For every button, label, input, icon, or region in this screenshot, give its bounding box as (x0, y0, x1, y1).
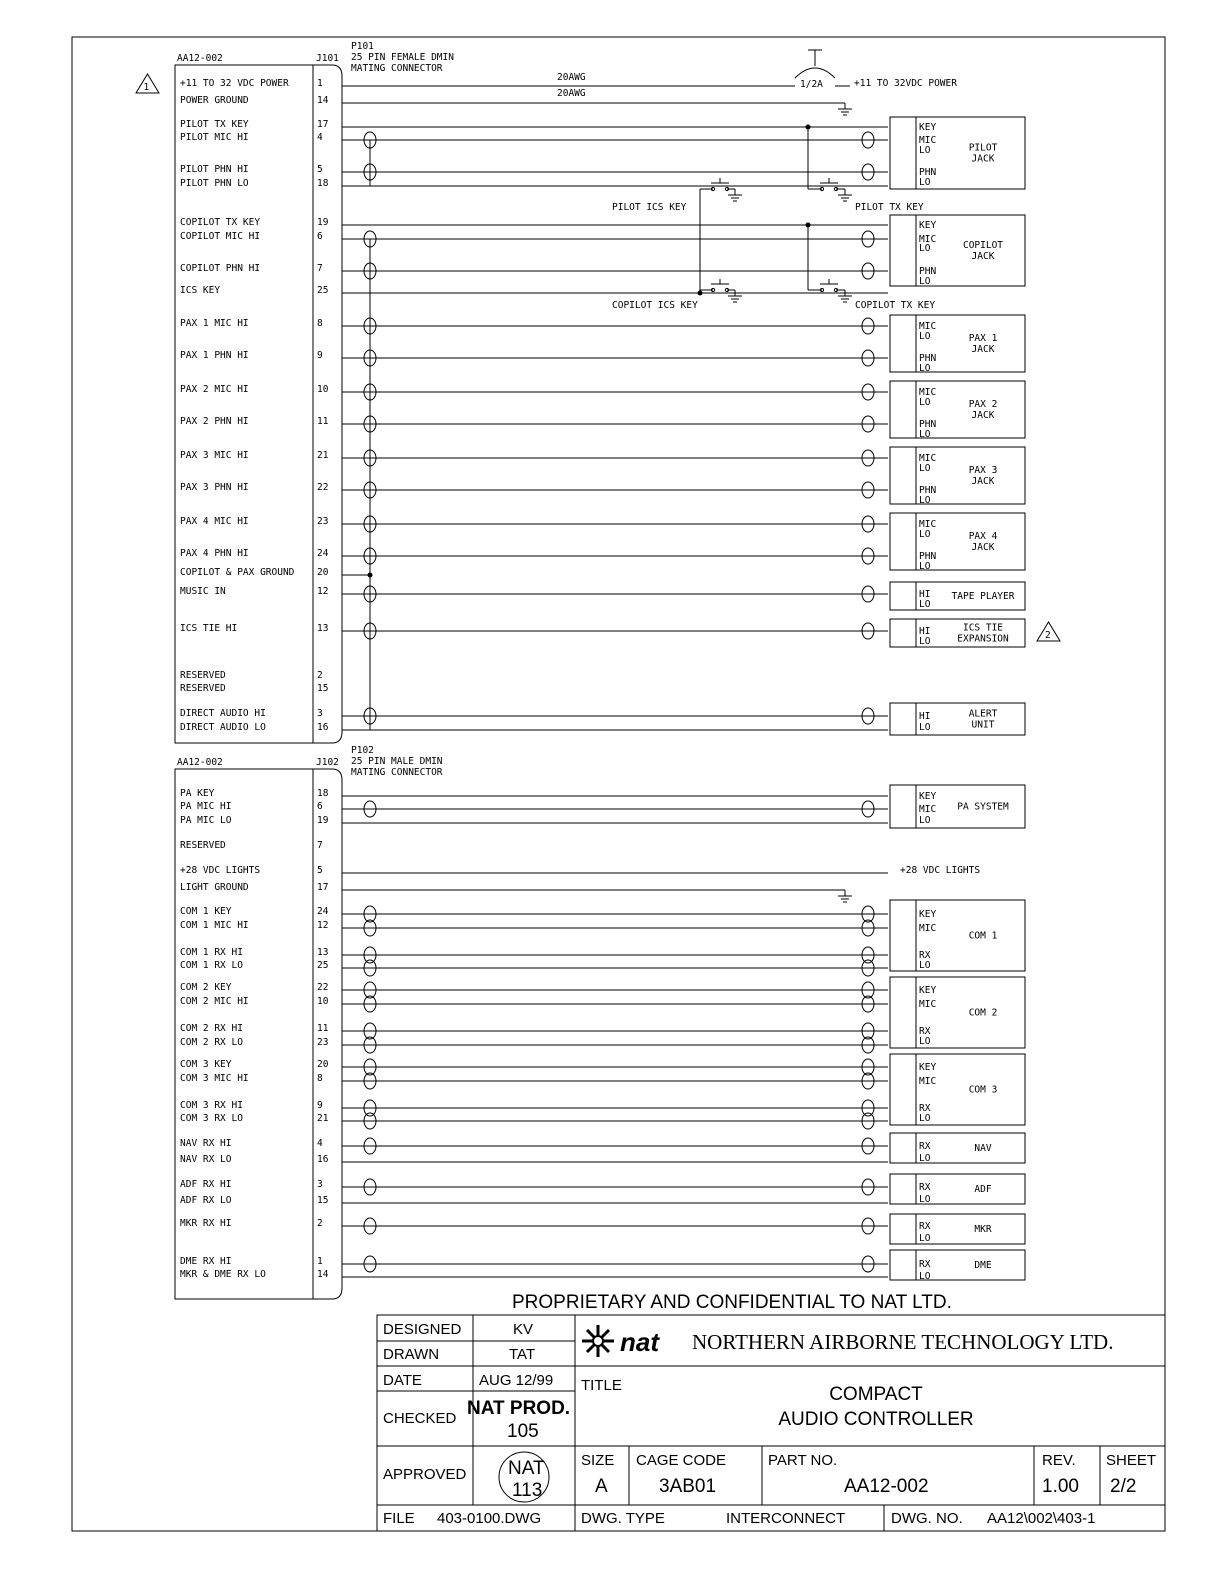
device-name: PAX 2 (968, 399, 998, 410)
device-boxes (890, 117, 1025, 1282)
j101-pin-number: 5 (317, 164, 323, 175)
j102-pin-label: COM 3 RX HI (180, 1100, 243, 1111)
pilot-ics-key-label: PILOT ICS KEY (612, 202, 687, 213)
company-name: NORTHERN AIRBORNE TECHNOLOGY LTD. (692, 1330, 1114, 1354)
device-pin-label: LO (919, 243, 931, 254)
ground-icon (838, 103, 852, 115)
device-pin-label: HI (919, 626, 931, 637)
j102-pin-label: NAV RX HI (180, 1138, 232, 1149)
p102-desc-2: MATING CONNECTOR (351, 767, 443, 778)
j102-pin-label: PA KEY (180, 788, 215, 799)
cage-code-value: 3AB01 (659, 1476, 717, 1497)
j101-pin-label: PAX 1 PHN HI (180, 350, 249, 361)
junction-dot (698, 291, 702, 295)
device-name: JACK (971, 344, 995, 355)
j102-pin-number: 21 (317, 1113, 329, 1124)
j101-pin-label: PILOT MIC HI (180, 132, 249, 143)
j102-pin-number: 3 (317, 1179, 323, 1190)
junction-dot (806, 125, 810, 129)
device-box (890, 447, 1025, 506)
device-pin-label: MIC (919, 999, 937, 1010)
j101-pin-label: DIRECT AUDIO HI (180, 708, 266, 719)
device-box (890, 315, 1025, 374)
date-label: DATE (383, 1372, 422, 1389)
j101-pin-label: PAX 3 PHN HI (180, 482, 249, 493)
device-name: PILOT (968, 142, 998, 154)
j101-pin-number: 12 (317, 586, 329, 597)
j101-pin-label: ICS KEY (180, 285, 221, 296)
device-box (890, 117, 1025, 189)
j102-pin-label: PA MIC HI (180, 801, 232, 812)
j101-pin-number: 1 (317, 78, 323, 89)
j102-pin-number: 5 (317, 865, 323, 876)
device-name: TAPE PLAYER (951, 591, 1015, 602)
sheet-label: SHEET (1106, 1452, 1157, 1469)
device-pin-label: KEY (919, 122, 937, 133)
j102-pin-label: RESERVED (180, 840, 226, 851)
checked-label: CHECKED (383, 1410, 457, 1427)
j101-pin-number: 24 (317, 548, 329, 559)
j102-pin-number: 25 (317, 960, 329, 971)
cage-code-label: CAGE CODE (636, 1452, 727, 1469)
j102-pin-number: 6 (317, 801, 323, 812)
j101-pin-number: 22 (317, 482, 329, 493)
j102-pin-number: 16 (317, 1154, 329, 1165)
checked-value-1: NAT PROD. (467, 1398, 571, 1419)
device-pin-label: LO (919, 331, 931, 342)
j101-pin-number: 2 (317, 670, 323, 681)
device-name: DME (974, 1260, 992, 1271)
j102-pin-number: 15 (317, 1195, 329, 1206)
j102-pin-label: ADF RX LO (180, 1195, 232, 1206)
j102-pin-label: PA MIC LO (180, 815, 232, 826)
j101-pin-number: 6 (317, 231, 323, 242)
j101-pin-label: +11 TO 32 VDC POWER (180, 78, 289, 89)
push-switch-icon (820, 178, 838, 191)
device-box (890, 977, 1025, 1048)
j102-pin-number: 8 (317, 1073, 323, 1084)
dwg-no-value: AA12\002\403-1 (987, 1510, 1096, 1527)
copilot-ics-key-label: COPILOT ICS KEY (612, 300, 698, 311)
j101-pin-number: 17 (317, 119, 329, 130)
j101-pin-label: COPILOT PHN HI (180, 263, 261, 274)
device-pin-label: LO (919, 599, 931, 610)
part-no-label: PART NO. (768, 1452, 838, 1469)
date-value: AUG 12/99 (479, 1372, 554, 1389)
device-name: PAX 1 (968, 333, 998, 344)
j101-pin-number: 13 (317, 623, 329, 634)
p101-desc-1: 25 PIN FEMALE DMIN (351, 52, 454, 63)
j102-pin-number: 7 (317, 840, 323, 851)
device-name: ALERT (968, 708, 998, 720)
j101-pin-number: 19 (317, 217, 329, 228)
j102-pin-number: 9 (317, 1100, 323, 1111)
device-name: JACK (971, 153, 995, 165)
device-pin-label: LO (919, 960, 931, 971)
approved-value-2: 113 (512, 1480, 543, 1501)
j101-pin-label: PILOT TX KEY (180, 119, 249, 130)
j101-label: J101 (316, 53, 339, 64)
j102-pin-number: 24 (317, 906, 329, 917)
device-pin-label: RX (919, 950, 931, 961)
j101-pin-label: MUSIC IN (180, 586, 226, 597)
j101-pin-number: 11 (317, 416, 329, 427)
dwg-type-value: INTERCONNECT (726, 1510, 846, 1527)
device-pin-label: MIC (919, 387, 937, 398)
device-name: JACK (971, 251, 995, 262)
device-pin-label: RX (919, 1259, 931, 1270)
device-box (890, 619, 1025, 647)
device-pin-label: KEY (919, 791, 937, 802)
j101-pin-label: COPILOT MIC HI (180, 231, 261, 242)
j101-pin-label: RESERVED (180, 683, 226, 694)
j102-pin-label: DME RX HI (180, 1256, 232, 1267)
drawing-title-2: AUDIO CONTROLLER (778, 1409, 974, 1430)
j102-pin-number: 23 (317, 1037, 329, 1048)
device-name: JACK (971, 476, 995, 487)
device-pin-label: MIC (919, 135, 937, 146)
device-name: UNIT (971, 719, 995, 731)
device-pin-label: HI (919, 711, 931, 722)
j101-pin-label: PAX 2 MIC HI (180, 384, 249, 395)
j101-pin-label: DIRECT AUDIO LO (180, 722, 266, 733)
device-name: NAV (974, 1143, 992, 1154)
j101-pin-label: PILOT PHN HI (180, 164, 249, 175)
device-pin-label: MIC (919, 519, 937, 530)
j101-pin-number: 9 (317, 350, 323, 361)
j102-pin-number: 12 (317, 920, 329, 931)
device-box (890, 900, 1025, 971)
j102-pin-label: COM 1 RX HI (180, 947, 243, 958)
j102-pin-label: NAV RX LO (180, 1154, 232, 1165)
file-label: FILE (383, 1510, 415, 1527)
approved-value-1: NAT (508, 1458, 545, 1479)
warning-triangle-2-icon (1037, 622, 1060, 641)
device-pin-label: LO (919, 815, 931, 826)
device-pin-label: LO (919, 529, 931, 540)
dwg-type-label: DWG. TYPE (581, 1510, 665, 1527)
j102-pin-label: COM 2 RX LO (180, 1037, 243, 1048)
device-pin-label: KEY (919, 909, 937, 920)
j102-pin-number: 11 (317, 1023, 329, 1034)
j102-unit-label: AA12-002 (177, 757, 223, 768)
device-name: COPILOT (962, 240, 1004, 251)
device-box (890, 1133, 1025, 1164)
j101-pin-number: 15 (317, 683, 329, 694)
j102-pin-label: +28 VDC LIGHTS (180, 865, 261, 876)
j101-pin-number: 18 (317, 178, 329, 189)
device-pin-label: LO (919, 463, 931, 474)
device-pin-label: LO (919, 1233, 931, 1244)
p101-label: P101 (351, 41, 374, 52)
j101-pin-number: 3 (317, 708, 323, 719)
device-pin-label: LO (919, 363, 931, 374)
approved-label: APPROVED (383, 1466, 467, 1483)
j101-pin-label: PAX 1 MIC HI (180, 318, 249, 329)
j101-pin-label: COPILOT & PAX GROUND (180, 567, 295, 578)
device-pin-label: KEY (919, 1062, 937, 1073)
j102-pin-number: 14 (317, 1269, 329, 1280)
device-pin-label: LO (919, 495, 931, 506)
j101-pin-label: PAX 4 PHN HI (180, 548, 249, 559)
device-box (890, 513, 1025, 572)
j102-pin-label: LIGHT GROUND (180, 882, 249, 893)
j101-unit-label: AA12-002 (177, 53, 223, 64)
p102-desc-1: 25 PIN MALE DMIN (351, 756, 443, 767)
j102-pin-label: COM 2 RX HI (180, 1023, 243, 1034)
device-name: JACK (971, 410, 995, 421)
junction-dot (806, 223, 810, 227)
device-pin-label: MIC (919, 1076, 937, 1087)
device-pin-label: PHN (919, 485, 937, 496)
j102-pin-label: COM 1 MIC HI (180, 920, 249, 931)
device-box (890, 215, 1025, 287)
j101-pin-label: PILOT PHN LO (180, 178, 249, 189)
circuit-breaker-icon (795, 50, 835, 78)
device-name: PA SYSTEM (957, 801, 1009, 813)
lights-source-label: +28 VDC LIGHTS (900, 865, 981, 876)
j101-pin-number: 10 (317, 384, 329, 395)
device-name: PAX 3 (968, 465, 998, 476)
j102-pin-label: COM 3 KEY (180, 1059, 232, 1070)
j101-pin-label: POWER GROUND (180, 95, 249, 106)
device-pin-label: PHN (919, 353, 937, 364)
j101-pin-label: PAX 3 MIC HI (180, 450, 249, 461)
device-pin-label: LO (919, 276, 931, 287)
device-name: PAX 4 (968, 531, 998, 542)
device-pin-label: RX (919, 1182, 931, 1193)
ground-icon (838, 189, 852, 201)
part-no-value: AA12-002 (844, 1476, 929, 1497)
p102-mating-shell (332, 769, 342, 1299)
j102-pin-label: COM 2 KEY (180, 982, 232, 993)
size-label: SIZE (581, 1452, 615, 1469)
j101-pin-number: 16 (317, 722, 329, 733)
device-name: JACK (971, 542, 995, 553)
j102-pin-number: 10 (317, 996, 329, 1007)
device-pin-label: LO (919, 636, 931, 647)
j102-pin-label: ADF RX HI (180, 1179, 232, 1190)
j101-pin-label: PAX 2 PHN HI (180, 416, 249, 427)
warning-triangle-1-icon (136, 74, 159, 93)
push-switch-icon (711, 279, 729, 292)
j102-pin-label: COM 3 MIC HI (180, 1073, 249, 1084)
j102-pin-label: MKR RX HI (180, 1218, 232, 1229)
title-block (377, 1315, 1165, 1531)
device-pin-label: MIC (919, 804, 937, 815)
device-pin-label: PHN (919, 167, 937, 178)
device-pin-label: LO (919, 1194, 931, 1205)
device-pin-label: RX (919, 1141, 931, 1152)
j102-connector (175, 745, 443, 1299)
j101-pin-label: PAX 4 MIC HI (180, 516, 249, 527)
device-pin-label: MIC (919, 453, 937, 464)
device-box (890, 1174, 1025, 1205)
warning-1-number: 1 (143, 82, 150, 93)
proprietary-notice: PROPRIETARY AND CONFIDENTIAL TO NAT LTD. (512, 1292, 952, 1313)
size-value: A (595, 1476, 608, 1497)
device-pin-label: LO (919, 145, 931, 156)
device-box (890, 703, 1025, 735)
j102-pin-number: 2 (317, 1218, 323, 1229)
j102-pin-number: 4 (317, 1138, 323, 1149)
j102-pin-label: COM 1 KEY (180, 906, 232, 917)
title-label: TITLE (581, 1377, 622, 1394)
fuse-rating: 1/2A (800, 79, 823, 90)
device-name: ADF (974, 1184, 992, 1195)
j101-pin-number: 23 (317, 516, 329, 527)
p102-label: P102 (351, 745, 374, 756)
device-pin-label: RX (919, 1221, 931, 1232)
device-name: COM 1 (968, 930, 998, 942)
j102-pin-label: COM 1 RX LO (180, 960, 243, 971)
device-pin-label: MIC (919, 321, 937, 332)
device-box (890, 1054, 1025, 1125)
ground-icon (728, 290, 742, 302)
j101-pin-label: COPILOT TX KEY (180, 217, 261, 228)
device-pin-label: LO (919, 722, 931, 733)
j101-pin-label: RESERVED (180, 670, 226, 681)
file-value: 403-0100.DWG (437, 1510, 542, 1527)
checked-value-2: 105 (507, 1421, 539, 1442)
copilot-tx-key-label: COPILOT TX KEY (855, 300, 936, 311)
device-pin-label: LO (919, 561, 931, 572)
j102-pin-number: 17 (317, 882, 329, 893)
designed-value: KV (513, 1321, 534, 1338)
j102-pin-label: COM 2 MIC HI (180, 996, 249, 1007)
nat-logo-icon (582, 1325, 614, 1357)
device-name: ICS TIE (962, 622, 1004, 634)
pilot-tx-key-label: PILOT TX KEY (855, 202, 924, 213)
device-pin-label: LO (919, 429, 931, 440)
device-name: COM 2 (968, 1007, 998, 1019)
drawn-label: DRAWN (383, 1346, 440, 1363)
j101-pin-number: 4 (317, 132, 323, 143)
device-pin-label: RX (919, 1026, 931, 1037)
device-box (890, 785, 1025, 828)
device-pin-label: RX (919, 1103, 931, 1114)
awg-label-2: 20AWG (557, 88, 586, 99)
j102-pin-label: MKR & DME RX LO (180, 1269, 266, 1280)
device-pin-label: PHN (919, 266, 937, 277)
j102-pin-number: 1 (317, 1256, 323, 1267)
j102-pin-number: 20 (317, 1059, 329, 1070)
device-name: MKR (974, 1224, 992, 1235)
device-pin-label: LO (919, 1271, 931, 1282)
device-pin-label: KEY (919, 985, 937, 996)
j101-pin-number: 14 (317, 95, 329, 106)
j101-pin-number: 25 (317, 285, 329, 296)
ground-icon (728, 189, 742, 201)
nat-logo-text: nat (620, 1327, 659, 1357)
rev-label: REV. (1042, 1452, 1076, 1469)
p101-mating-shell (332, 65, 342, 743)
device-box (890, 582, 1025, 610)
sheet-value: 2/2 (1110, 1476, 1137, 1497)
j102-label: J102 (316, 757, 339, 768)
rev-value: 1.00 (1042, 1476, 1079, 1497)
j101-pin-number: 8 (317, 318, 323, 329)
push-switch-icon (711, 178, 729, 191)
j101-pin-number: 21 (317, 450, 329, 461)
p101-desc-2: MATING CONNECTOR (351, 63, 443, 74)
device-name: COM 3 (968, 1084, 998, 1096)
device-box (890, 1214, 1025, 1244)
device-pin-label: PHN (919, 551, 937, 562)
device-pin-label: LO (919, 1153, 931, 1164)
awg-label-1: 20AWG (557, 72, 586, 83)
push-switch-icon (820, 279, 838, 292)
j102-pin-label: COM 3 RX LO (180, 1113, 243, 1124)
j102-pin-number: 18 (317, 788, 329, 799)
power-source-label: +11 TO 32VDC POWER (854, 78, 957, 89)
device-pin-label: PHN (919, 419, 937, 430)
j101-pin-number: 20 (317, 567, 329, 578)
device-pin-label: LO (919, 1036, 931, 1047)
j102-pin-number: 19 (317, 815, 329, 826)
drawn-value: TAT (509, 1346, 536, 1363)
device-pin-label: LO (919, 177, 931, 188)
designed-label: DESIGNED (383, 1321, 462, 1338)
device-pin-label: MIC (919, 234, 937, 245)
ground-icon (838, 290, 852, 302)
ground-icon (838, 890, 852, 902)
j102-pin-number: 13 (317, 947, 329, 958)
j102-pin-number: 22 (317, 982, 329, 993)
device-box (890, 381, 1025, 440)
device-pin-label: KEY (919, 220, 937, 231)
device-pin-label: HI (919, 589, 931, 600)
device-name: EXPANSION (957, 633, 1009, 645)
wiring-layer (342, 86, 888, 1277)
j101-pin-number: 7 (317, 263, 323, 274)
device-box (890, 1250, 1025, 1282)
warning-2-number: 2 (1045, 630, 1051, 641)
junction-dot (368, 573, 372, 577)
device-pin-label: LO (919, 1113, 931, 1124)
drawing-title-1: COMPACT (829, 1384, 923, 1405)
device-pin-label: LO (919, 397, 931, 408)
j101-pin-label: ICS TIE HI (180, 623, 238, 634)
dwg-no-label: DWG. NO. (891, 1510, 963, 1527)
device-pin-label: MIC (919, 923, 937, 934)
